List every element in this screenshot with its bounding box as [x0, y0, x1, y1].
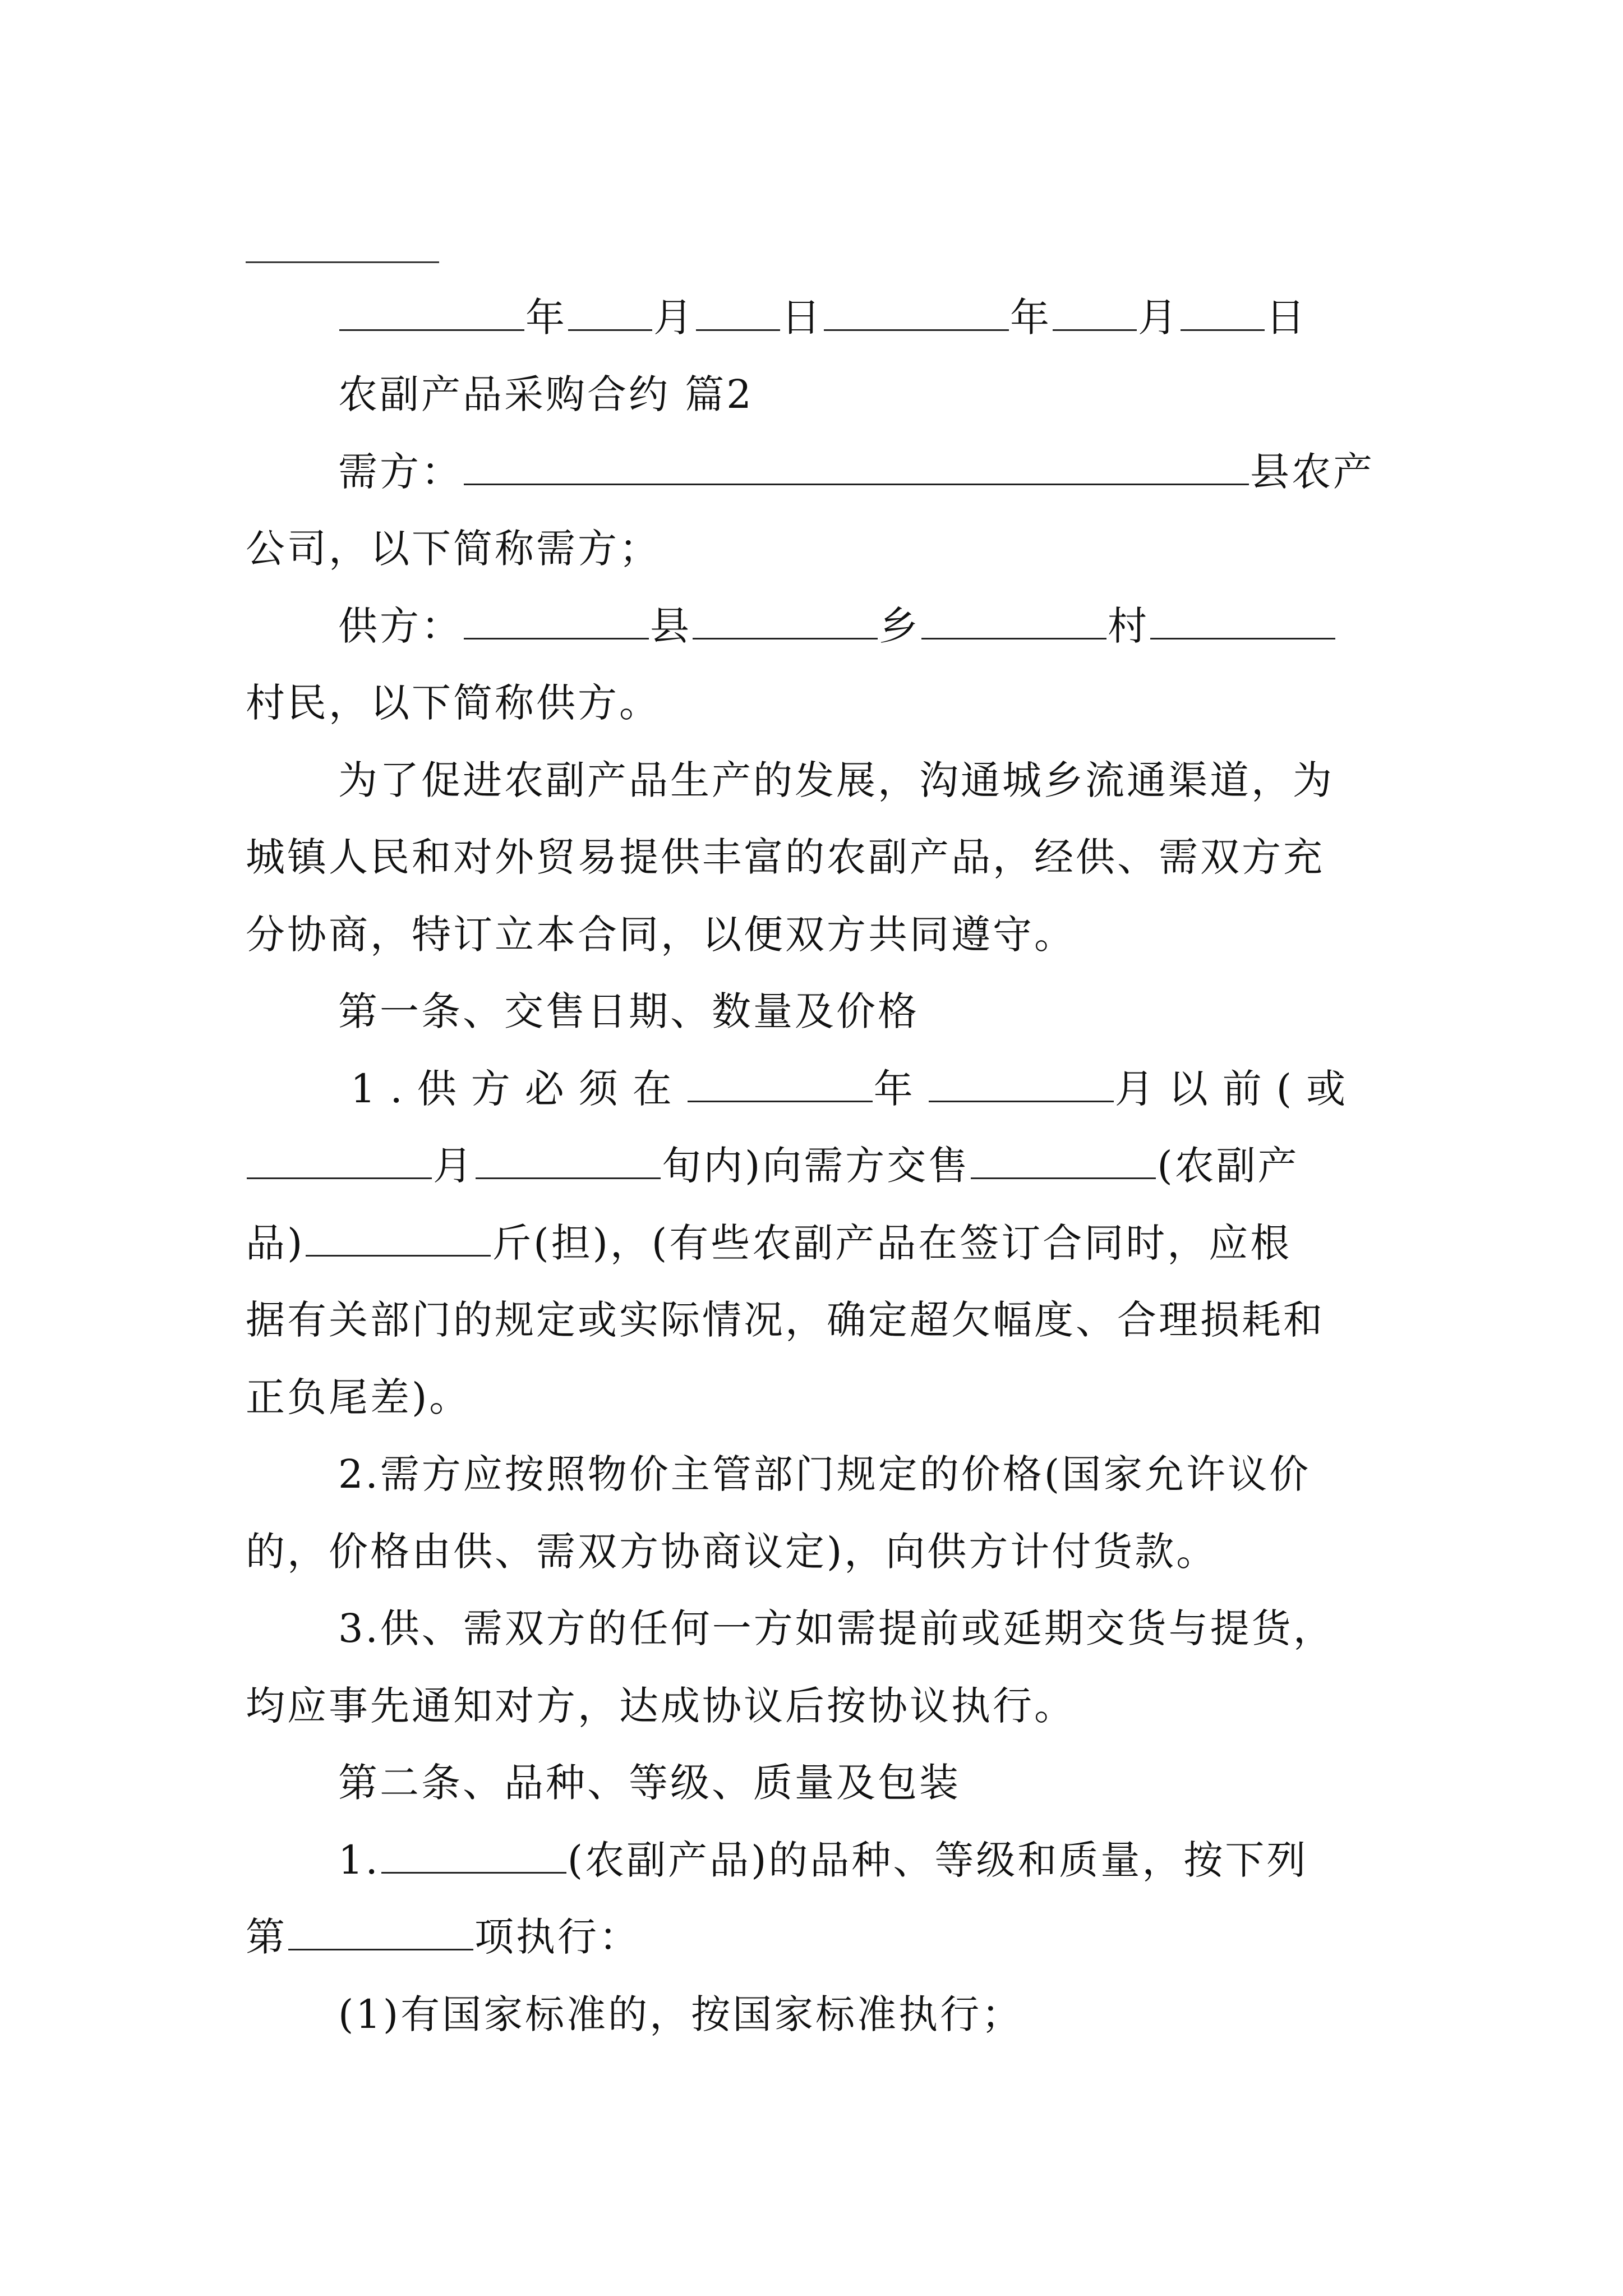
- blank-item1-month: [929, 1066, 1114, 1102]
- seller-label: 供方：: [338, 603, 463, 649]
- buyer-line-2: 公司，以下简称需方；: [246, 526, 661, 572]
- article1-item1-line3: [246, 1217, 1378, 1269]
- blank-seller-township: [693, 603, 878, 639]
- year-label-1: 年: [525, 295, 567, 341]
- month-label-1: 月: [653, 295, 695, 341]
- blank-a2-item-number: [288, 1914, 473, 1950]
- blank-seller-villager: [1150, 603, 1335, 639]
- blank-item1-product: [971, 1143, 1156, 1179]
- buyer-line: [338, 446, 1378, 498]
- blank-month-2: [1053, 295, 1137, 331]
- article1-item1-line5: 正负尾差)。: [246, 1374, 471, 1420]
- top-blank-line: [246, 261, 439, 263]
- article1-item2-line1: 2.需方应按照物价主管部门规定的价格(国家允许议价: [338, 1451, 1311, 1497]
- article1-title: 第一条、交售日期、数量及价格: [338, 988, 919, 1034]
- article1-item1-line2: [246, 1140, 1378, 1191]
- article1-item1-line4: 据有关部门的规定或实际情况，确定超欠幅度、合理损耗和: [246, 1297, 1325, 1343]
- buyer-label: 需方：: [338, 449, 463, 495]
- blank-item1-year: [688, 1066, 873, 1102]
- section-title: 农副产品采购合约 篇2: [338, 371, 754, 417]
- blank-item1-period: [476, 1143, 661, 1179]
- seller-village-label: 村: [1108, 603, 1149, 649]
- article1-item1-line1: [351, 1063, 1391, 1115]
- date-line: [338, 292, 1378, 343]
- blank-seller-village: [921, 603, 1106, 639]
- article1-item3-line2: 均应事先通知对方，达成协议后按协议执行。: [246, 1683, 1076, 1729]
- article2-sub1: (1)有国家标准的，按国家标准执行；: [338, 1991, 1023, 2037]
- day-label-2: 日: [1266, 295, 1307, 341]
- item1-text-h: 斤(担)，(有些农副产品在签订合同时，应根: [492, 1220, 1292, 1266]
- blank-day-1: [696, 295, 780, 331]
- blank-year-2: [824, 295, 1009, 331]
- a2-item1-text-d: 项执行：: [474, 1914, 640, 1960]
- article1-item3-line1: 3.供、需双方的任何一方如需提前或延期交货与提货，: [338, 1605, 1335, 1651]
- seller-line: [338, 600, 1378, 652]
- day-label-1: 日: [781, 295, 823, 341]
- intro-line-1: 为了促进农副产品生产的发展，沟通城乡流通渠道，为: [338, 757, 1334, 803]
- item1-text-g: 品): [246, 1220, 305, 1266]
- blank-a2-product: [381, 1837, 566, 1874]
- blank-item1-month2: [247, 1143, 432, 1179]
- seller-county-label: 县: [650, 603, 691, 649]
- intro-line-2: 城镇人民和对外贸易提供丰富的农副产品，经供、需双方充: [246, 834, 1325, 880]
- blank-year-1: [339, 295, 524, 331]
- blank-item1-quantity: [306, 1220, 491, 1257]
- item1-text-c: 月以前(或: [1114, 1066, 1361, 1112]
- item1-text-e: 旬内)向需方交售: [662, 1143, 970, 1189]
- blank-day-2: [1181, 295, 1265, 331]
- year-label-2: 年: [1010, 295, 1052, 341]
- article2-item1-line1: [338, 1834, 1378, 1886]
- month-label-2: 月: [1138, 295, 1179, 341]
- a2-item1-text-b: (农副产品)的品种、等级和质量，按下列: [567, 1837, 1308, 1883]
- article2-item1-line2: [246, 1911, 1378, 1963]
- a2-item1-text-c: 第: [246, 1914, 287, 1960]
- item1-text-f: (农副产: [1157, 1143, 1299, 1189]
- blank-month-1: [568, 295, 652, 331]
- intro-line-3: 分协商，特订立本合同，以便双方共同遵守。: [246, 912, 1076, 958]
- blank-buyer-name: [464, 449, 1249, 485]
- article2-title: 第二条、品种、等级、质量及包装: [338, 1760, 961, 1806]
- a2-item1-text-a: 1.: [338, 1837, 380, 1883]
- article1-item2-line2: 的，价格由供、需双方协商议定)，向供方计付货款。: [246, 1529, 1218, 1575]
- seller-township-label: 乡: [879, 603, 920, 649]
- seller-line-2: 村民，以下简称供方。: [246, 680, 661, 726]
- buyer-suffix: 县农产: [1250, 449, 1375, 495]
- item1-text-d: 月: [433, 1143, 474, 1189]
- item1-text-a: 1.供方必须在: [351, 1066, 686, 1112]
- blank-seller-county: [464, 603, 649, 639]
- item1-text-b: 年: [873, 1066, 928, 1112]
